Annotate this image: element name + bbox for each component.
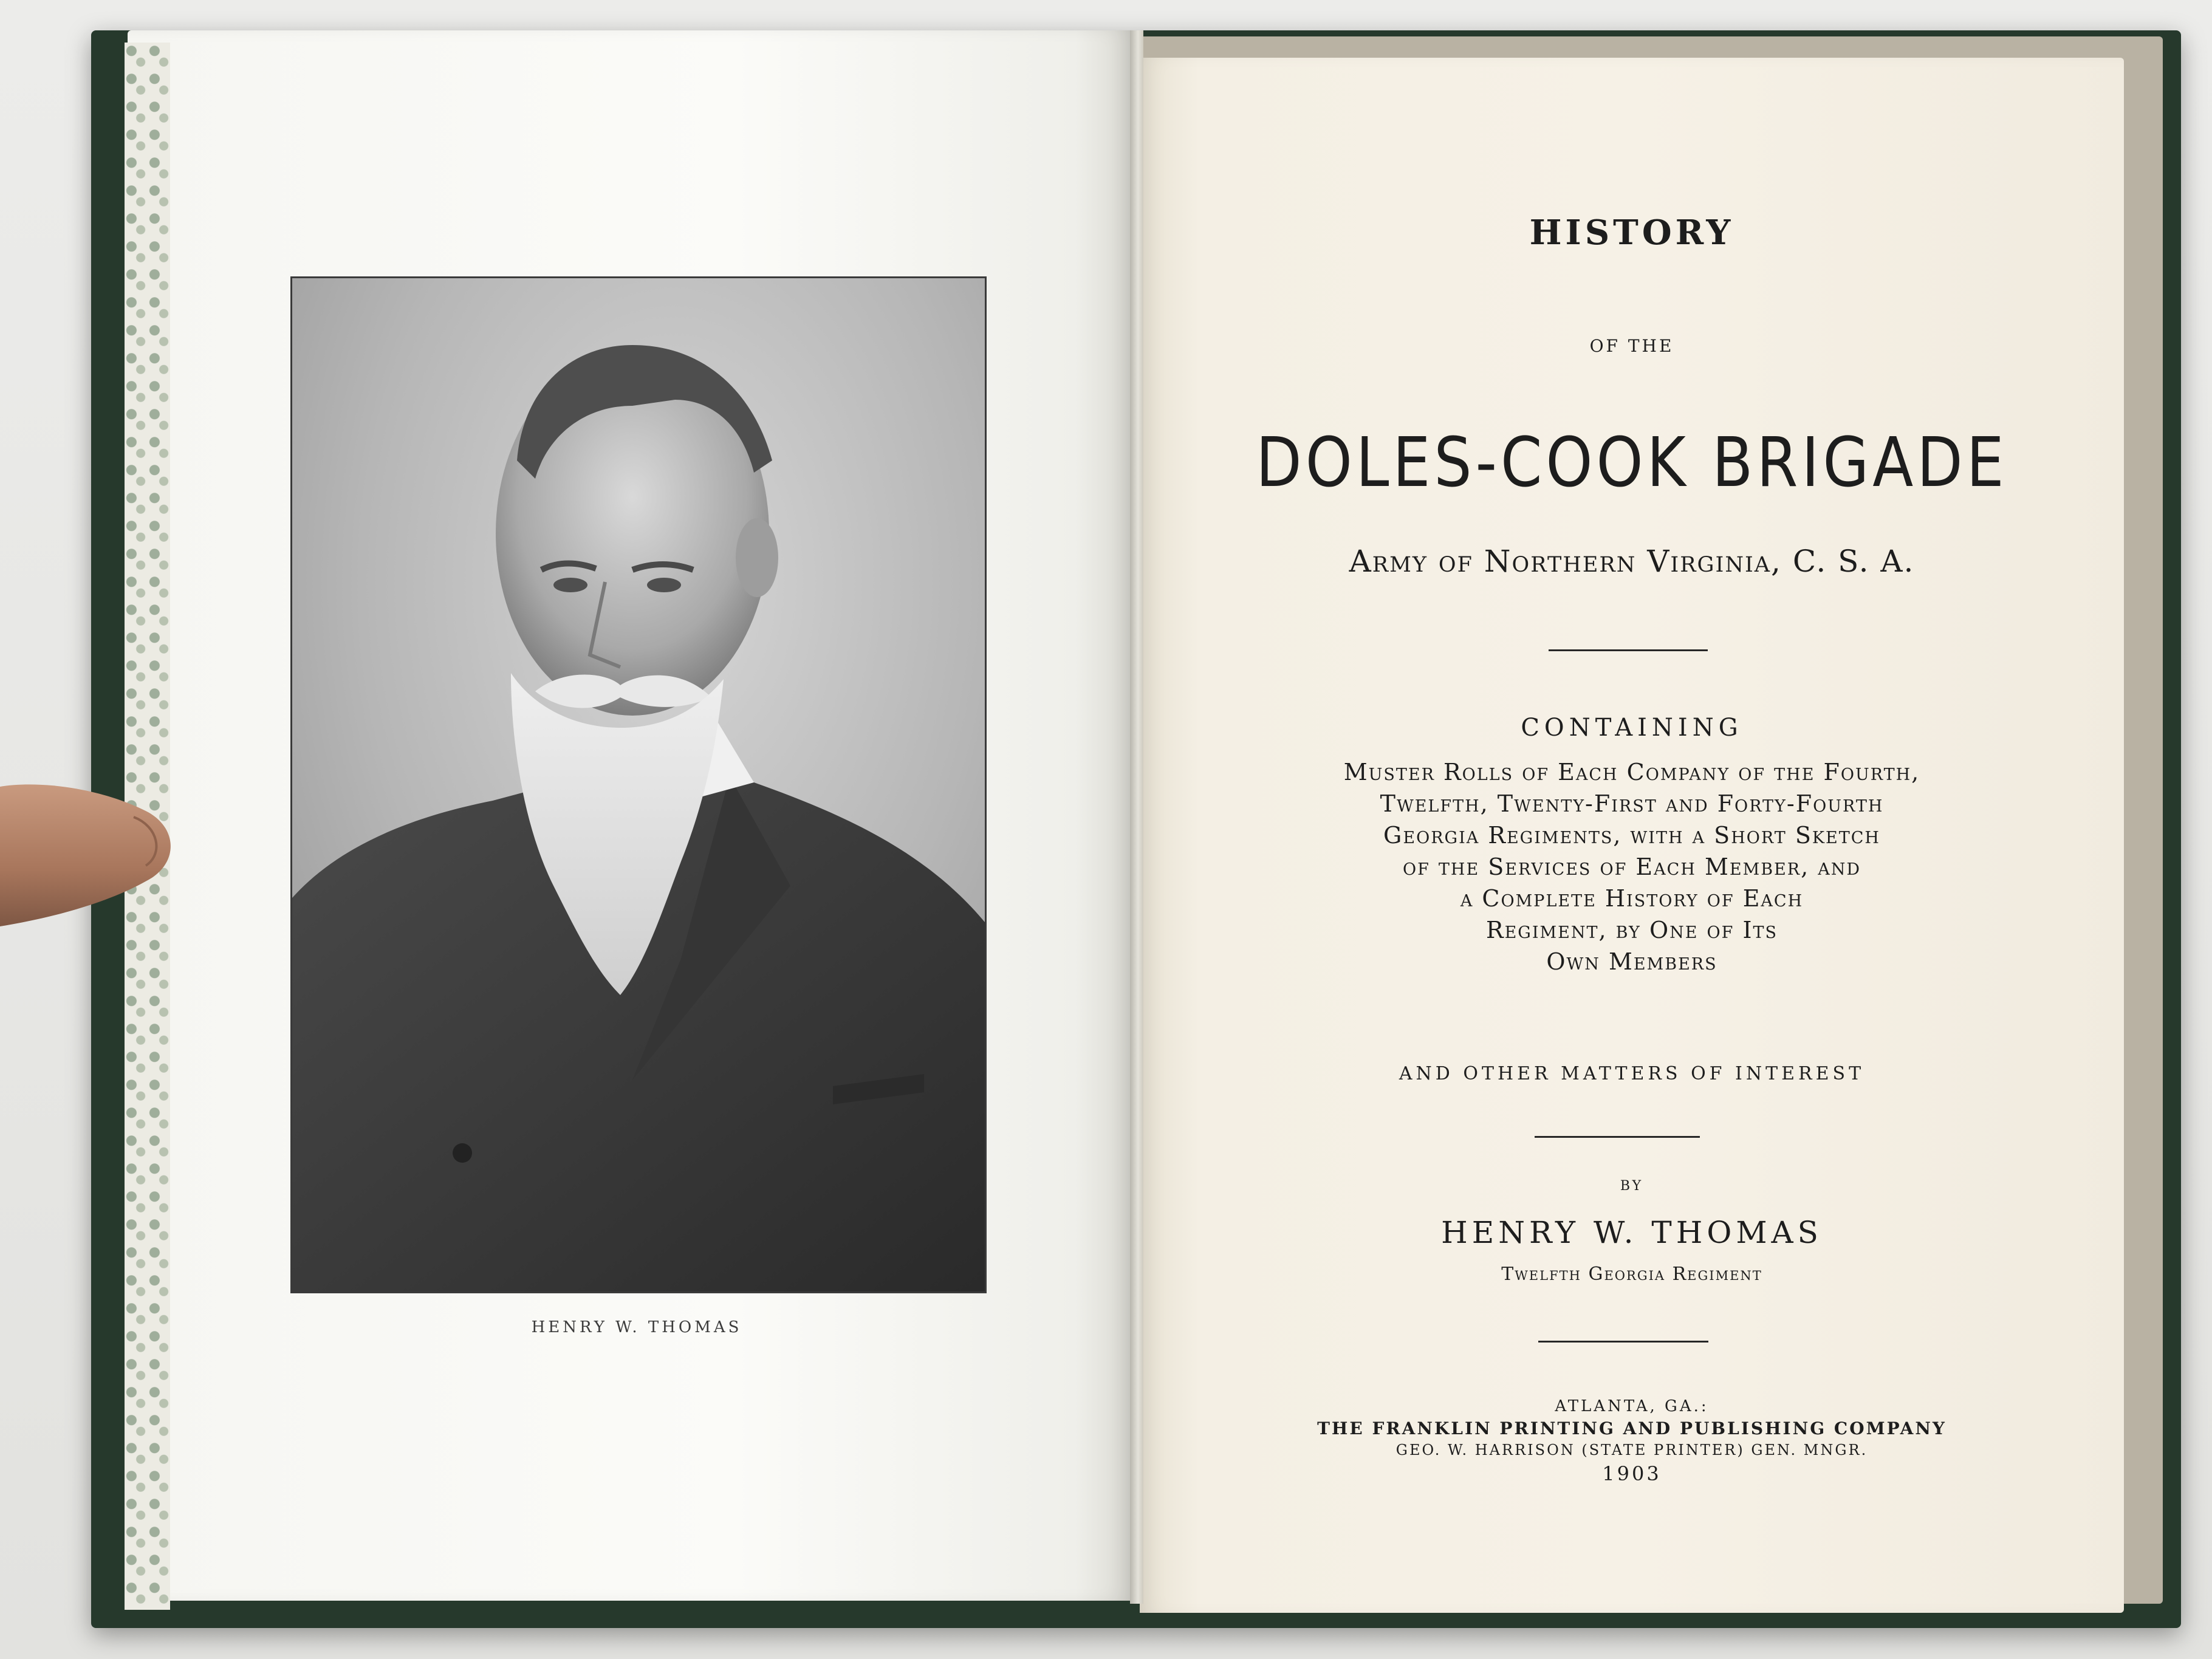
description-line: Muster Rolls of Each Company of the Fourth,: [1343, 759, 1920, 785]
heading-of-the: OF THE: [1589, 336, 1674, 356]
finger-holding-page: [0, 775, 182, 939]
divider-rule: [1549, 649, 1708, 651]
description-line: Regiment, by One of Its: [1485, 917, 1778, 943]
description-line: a Complete History of Each: [1460, 885, 1804, 912]
publication-year: 1903: [1602, 1462, 1662, 1485]
heading-history: HISTORY: [1529, 213, 1734, 253]
author-portrait: [290, 276, 987, 1293]
by-label: BY: [1620, 1178, 1644, 1194]
book-title: DOLES-COOK BRIGADE: [1256, 423, 2008, 503]
description-line: of the Services of Each Member, and: [1402, 853, 1861, 880]
general-manager: GEO. W. HARRISON (STATE PRINTER) GEN. MNGR.: [1395, 1442, 1868, 1459]
author-name: HENRY W. THOMAS: [1441, 1215, 1823, 1250]
portrait-caption: HENRY W. THOMAS: [531, 1318, 742, 1336]
publication-place: ATLANTA, GA.:: [1555, 1397, 1709, 1415]
contents-description: [1140, 756, 2124, 977]
publisher-name: THE FRANKLIN PRINTING AND PUBLISHING COMPANY: [1317, 1418, 1947, 1438]
description-line: Twelfth, Twenty-First and Forty-Fourth: [1380, 790, 1884, 817]
description-line: Georgia Regiments, with a Short Sketch: [1383, 822, 1880, 849]
divider-rule: [1535, 1136, 1700, 1138]
divider-rule: [1538, 1341, 1708, 1343]
other-matters-line: AND OTHER MATTERS OF INTEREST: [1399, 1063, 1865, 1084]
author-regiment: Twelfth Georgia Regiment: [1501, 1264, 1762, 1285]
description-line: Own Members: [1546, 948, 1717, 975]
book-subtitle: Army of Northern Virginia, C. S. A.: [1349, 544, 1915, 579]
containing-label: CONTAINING: [1521, 714, 1743, 742]
portrait-illustration: [292, 278, 985, 1291]
